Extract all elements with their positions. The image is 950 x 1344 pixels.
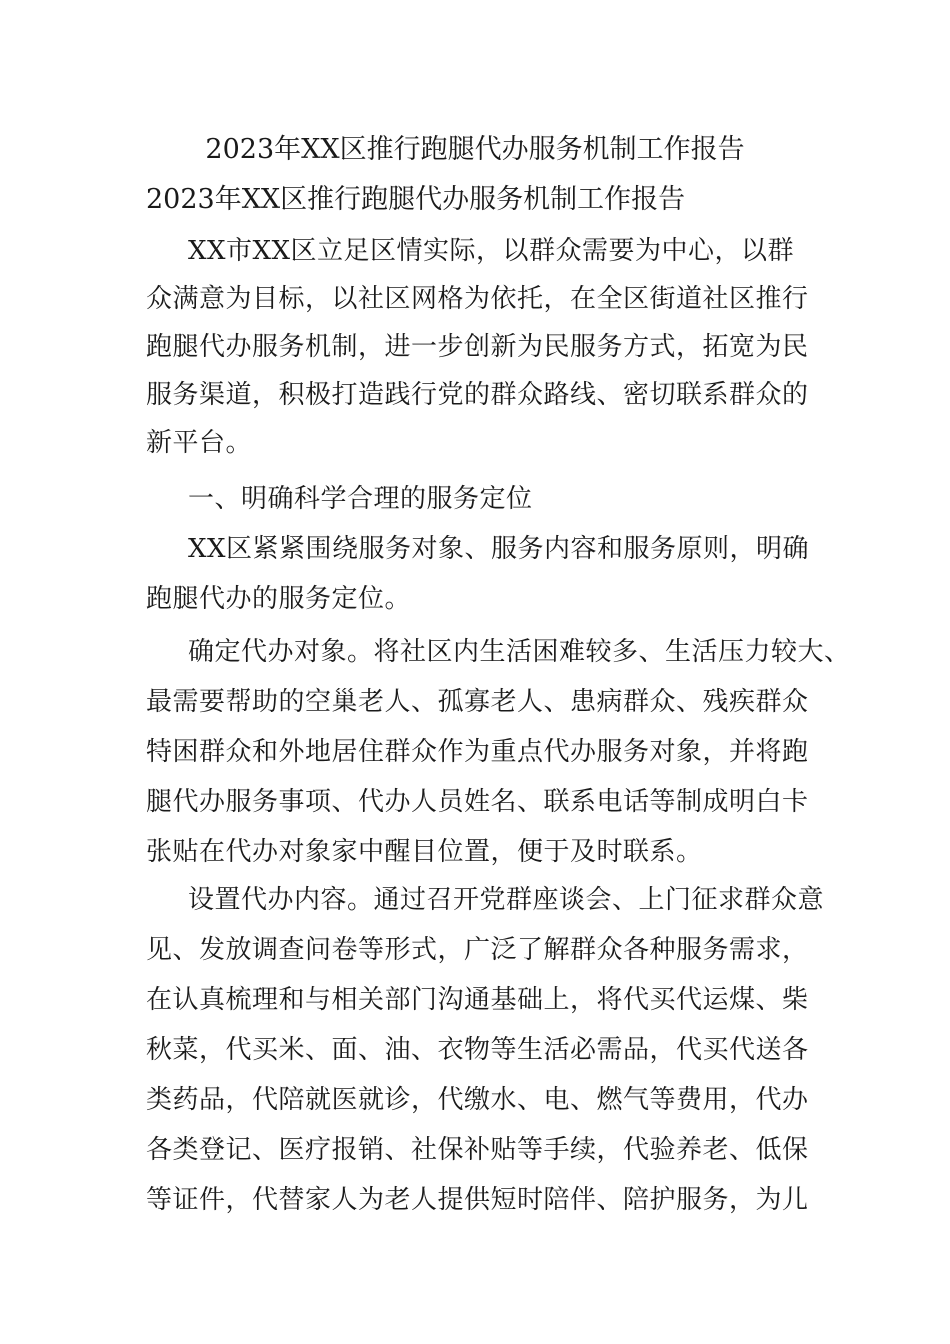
document-title-centered: 2023年XX区推行跑腿代办服务机制工作报告 bbox=[205, 134, 745, 165]
paragraph-line: XX区紧紧围绕服务对象、服务内容和服务原则，明确 bbox=[188, 534, 810, 564]
paragraph-line: 各类登记、医疗报销、社保补贴等手续，代验养老、低保 bbox=[146, 1135, 809, 1165]
document-title-repeated: 2023年XX区推行跑腿代办服务机制工作报告 bbox=[146, 184, 686, 215]
paragraph-line: 张贴在代办对象家中醒目位置，便于及时联系。 bbox=[146, 837, 703, 867]
paragraph-line: 特困群众和外地居住群众作为重点代办服务对象，并将跑 bbox=[146, 737, 809, 767]
paragraph-line: 众满意为目标，以社区网格为依托，在全区街道社区推行 bbox=[146, 284, 809, 314]
paragraph-line: 跑腿代办的服务定位。 bbox=[146, 584, 412, 614]
paragraph-line: 确定代办对象。将社区内生活困难较多、生活压力较大、 bbox=[188, 637, 851, 667]
paragraph-line: 最需要帮助的空巢老人、孤寡老人、患病群众、残疾群众 bbox=[146, 687, 809, 717]
paragraph-line: 设置代办内容。通过召开党群座谈会、上门征求群众意 bbox=[188, 885, 825, 915]
paragraph-line: XX市XX区立足区情实际，以群众需要为中心，以群 bbox=[188, 236, 795, 266]
paragraph-line: 服务渠道，积极打造践行党的群众路线、密切联系群众的 bbox=[146, 380, 809, 410]
paragraph-line: 见、发放调查问卷等形式，广泛了解群众各种服务需求， bbox=[146, 935, 809, 965]
section-heading: 一、明确科学合理的服务定位 bbox=[188, 484, 533, 514]
paragraph-line: 在认真梳理和与相关部门沟通基础上，将代买代运煤、柴 bbox=[146, 985, 809, 1015]
paragraph-line: 秋菜，代买米、面、油、衣物等生活必需品，代买代送各 bbox=[146, 1035, 809, 1065]
paragraph-line: 类药品，代陪就医就诊，代缴水、电、燃气等费用，代办 bbox=[146, 1085, 809, 1115]
paragraph-line: 腿代办服务事项、代办人员姓名、联系电话等制成明白卡 bbox=[146, 787, 809, 817]
paragraph-line: 等证件，代替家人为老人提供短时陪伴、陪护服务，为儿 bbox=[146, 1185, 809, 1215]
paragraph-line: 新平台。 bbox=[146, 428, 253, 458]
paragraph-line: 跑腿代办服务机制，进一步创新为民服务方式，拓宽为民 bbox=[146, 332, 809, 362]
